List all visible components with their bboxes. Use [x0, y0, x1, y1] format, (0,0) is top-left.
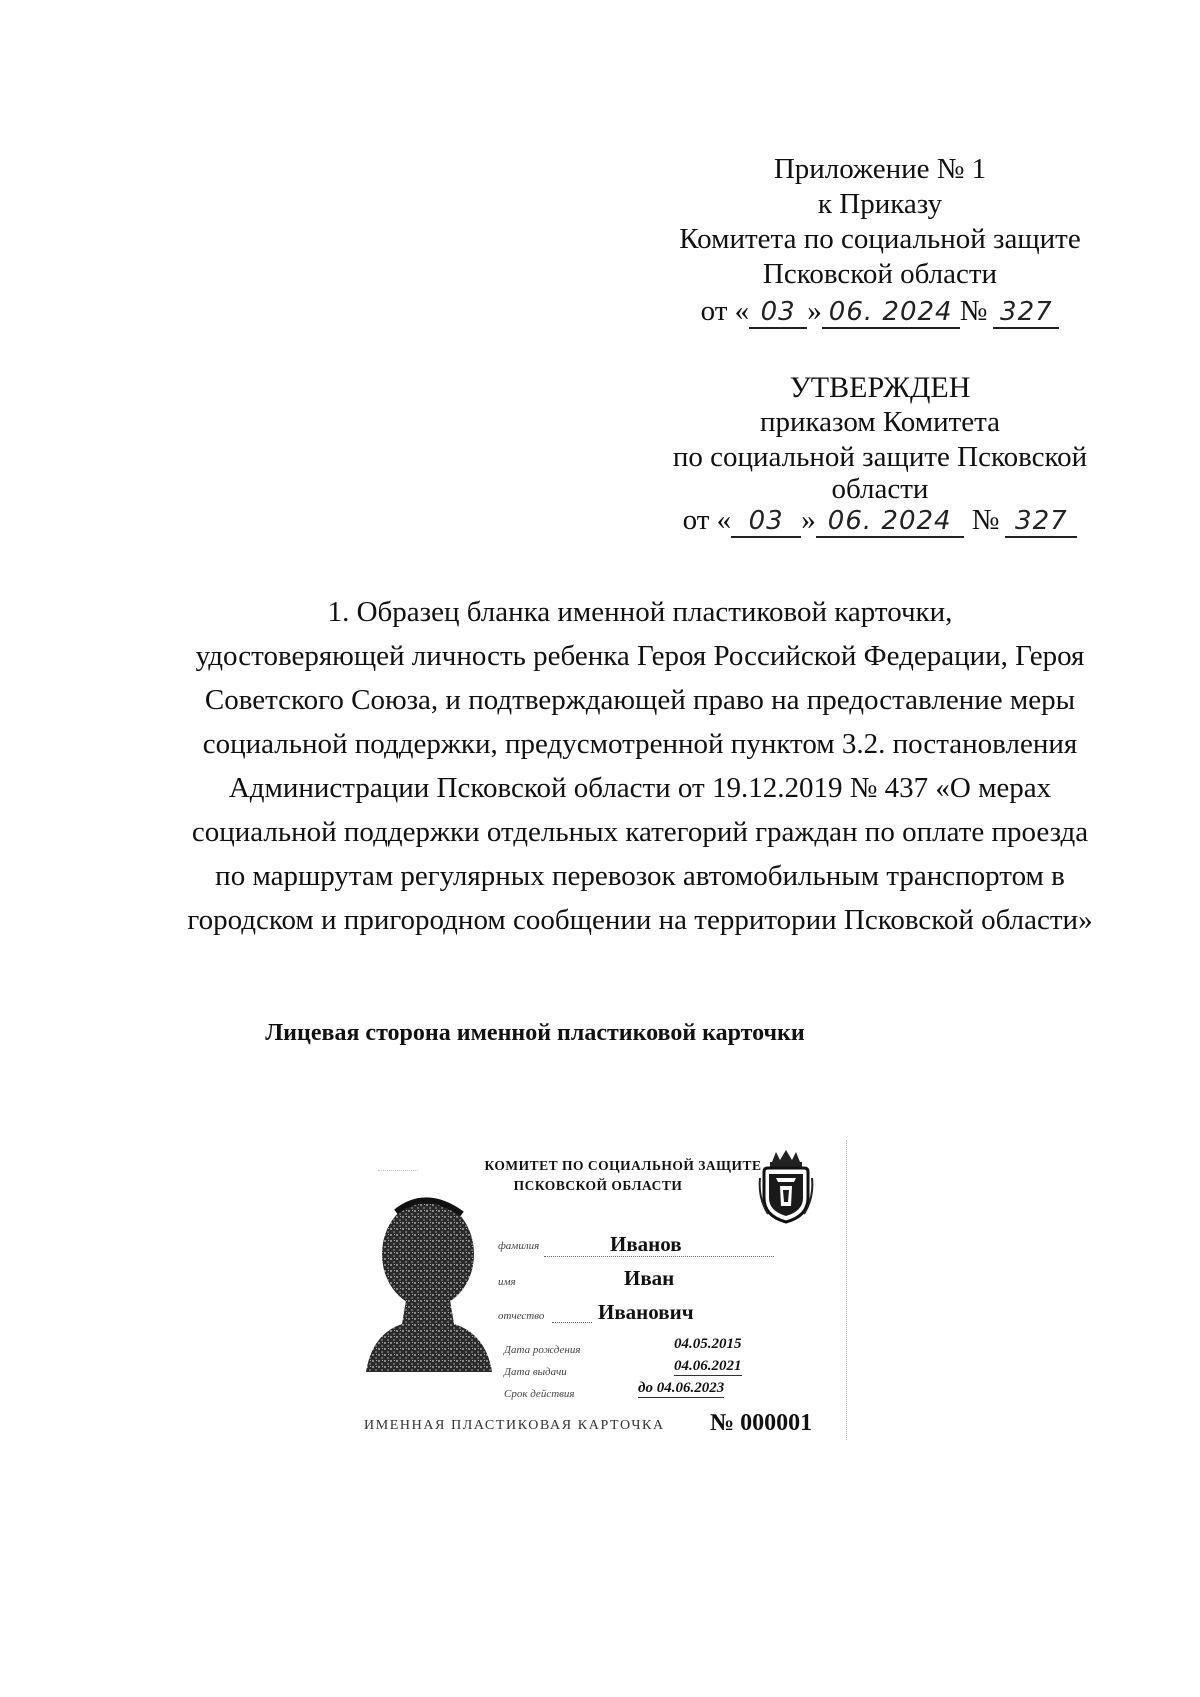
- handwritten-day: 03: [749, 297, 807, 329]
- approved-line-2: по социальной защите Псковской: [672, 441, 1088, 473]
- from-mid: »: [807, 295, 822, 327]
- handwritten-day: 03: [731, 506, 801, 538]
- coat-of-arms-icon: [758, 1148, 814, 1224]
- main-title-line: удостоверяющей личность ребенка Героя Российской Федерации, Героя: [195, 640, 1085, 672]
- surname-label: фамилия: [498, 1240, 540, 1252]
- card-side-heading: Лицевая сторона именной пластиковой карточки: [265, 1020, 805, 1046]
- patronymic-label: отчество: [498, 1310, 545, 1322]
- issue-date-label: Дата выдачи: [504, 1366, 567, 1378]
- field-line: [552, 1322, 592, 1323]
- patronymic-value: Иванович: [598, 1300, 694, 1324]
- name-label: имя: [498, 1276, 516, 1288]
- main-title-line: социальной поддержки, предусмотренной пунктом 3.2. постановления: [202, 728, 1078, 760]
- main-title-line: 1. Образец бланка именной пластиковой карточки,: [327, 596, 953, 628]
- valid-until-value: до 04.06.2023: [638, 1380, 725, 1396]
- from-prefix: от «: [700, 295, 750, 327]
- from-mid: »: [801, 504, 816, 536]
- appendix-block: [600, 152, 1160, 329]
- appendix-line-2: к Приказу: [817, 188, 943, 220]
- id-card-sample: [364, 1140, 858, 1450]
- photo-silhouette: [366, 1192, 496, 1382]
- approved-line-1: приказом Комитета: [759, 406, 1001, 438]
- name-value: Иван: [624, 1266, 675, 1290]
- main-title: [140, 590, 1140, 942]
- card-header-line-2: ПСКОВСКОЙ ОБЛАСТИ: [513, 1178, 683, 1193]
- birth-date-label: Дата рождения: [504, 1344, 581, 1356]
- from-prefix: от «: [682, 504, 732, 536]
- main-title-line: Администрации Псковской области от 19.12.2019 № 437 «О мерах: [228, 772, 1052, 804]
- main-title-line: социальной поддержки отдельных категорий граждан по оплате проезда: [191, 816, 1089, 848]
- valid-until-label: Срок действия: [504, 1388, 575, 1400]
- handwritten-number: 327: [993, 297, 1059, 329]
- main-title-line: по маршрутам регулярных перевозок автомобильным транспортом в: [215, 860, 1065, 892]
- issue-date-value: 04.06.2021: [674, 1358, 742, 1374]
- approved-line-3: области: [831, 473, 929, 505]
- appendix-date-line: [600, 294, 1160, 329]
- approved-date-line: [600, 503, 1160, 538]
- birth-date-value: 04.05.2015: [674, 1336, 742, 1352]
- card-edge: [846, 1140, 847, 1440]
- card-number: № 000001: [710, 1410, 813, 1436]
- handwritten-month-year: 06. 2024: [816, 506, 964, 538]
- surname-value: Иванов: [610, 1232, 682, 1256]
- handwritten-number: 327: [1005, 506, 1077, 538]
- card-header-line-1: КОМИТЕТ ПО СОЦИАЛЬНОЙ ЗАЩИТЕ: [484, 1158, 762, 1173]
- number-label: №: [971, 504, 1000, 536]
- appendix-line-1: Приложение № 1: [773, 153, 987, 185]
- main-title-line: Советского Союза, и подтверждающей право на предоставление меры: [204, 684, 1076, 716]
- appendix-line-4: Псковской области: [762, 258, 998, 290]
- appendix-line-3: Комитета по социальной защите: [679, 223, 1081, 255]
- approved-block: [600, 370, 1160, 538]
- handwritten-month-year: 06. 2024: [822, 297, 960, 329]
- main-title-line: городском и пригородном сообщении на территории Псковской области»: [187, 904, 1093, 936]
- card-footer-label: ИМЕННАЯ ПЛАСТИКОВАЯ КАРТОЧКА: [364, 1418, 665, 1433]
- approved-title: УТВЕРЖДЕН: [789, 371, 971, 404]
- number-label: №: [959, 295, 988, 327]
- card-edge: [378, 1170, 418, 1171]
